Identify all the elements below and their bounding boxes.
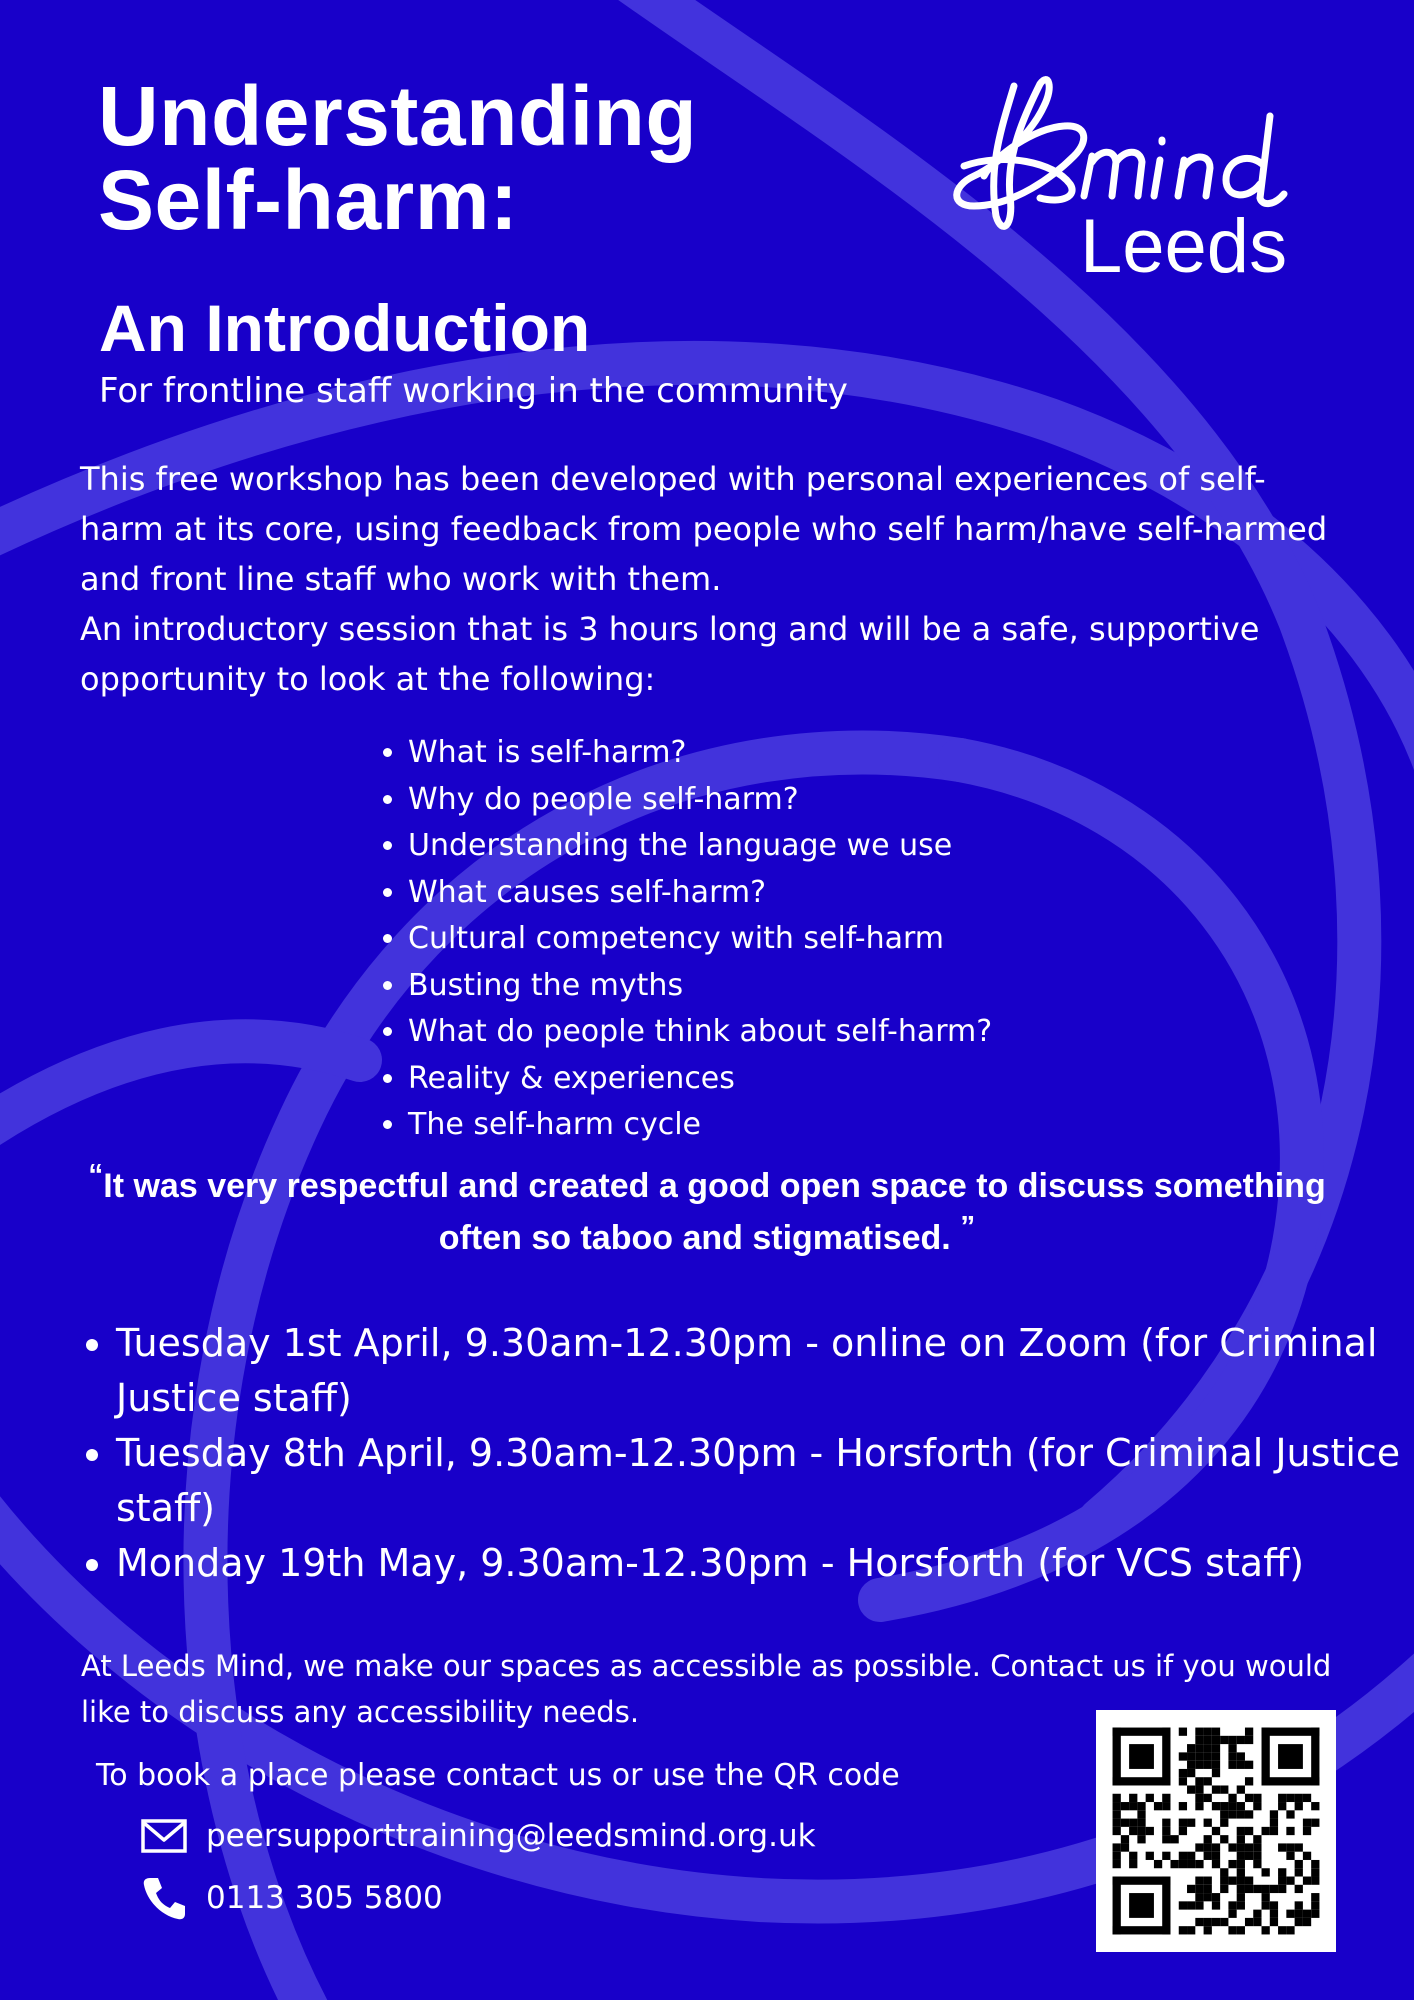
session-item: • Tuesday 8th April, 9.30am-12.30pm - Horsforth (for Criminal Justice staff) <box>116 1426 1406 1536</box>
topic-item: • What causes self-harm? <box>408 870 992 917</box>
page-subtitle: An Introduction <box>99 291 591 365</box>
topic-item: • Cultural competency with self-harm <box>408 916 992 963</box>
audience-tagline: For frontline staff working in the community <box>99 371 848 411</box>
qr-code[interactable] <box>1096 1710 1336 1952</box>
topics-list <box>368 730 992 1149</box>
email-link[interactable]: peersupporttraining@leedsmind.org.uk <box>206 1818 816 1854</box>
page-title <box>98 69 698 247</box>
topic-item: • Busting the myths <box>408 963 992 1010</box>
session-item: • Monday 19th May, 9.30am-12.30pm - Horsforth (for VCS staff) <box>116 1536 1406 1591</box>
topic-item: • Reality & experiences <box>408 1056 992 1103</box>
phone-icon <box>140 1874 188 1922</box>
session-item: • Tuesday 1st April, 9.30am-12.30pm - online on Zoom (for Criminal Justice staff) <box>116 1316 1406 1426</box>
topic-item: • The self-harm cycle <box>408 1102 992 1149</box>
qr-code-image <box>1096 1710 1336 1952</box>
envelope-icon <box>140 1812 188 1860</box>
accessibility-note: At Leeds Mind, we make our spaces as accessible as possible. Contact us if you would like to discuss any accessibility needs. <box>81 1649 1332 1729</box>
logo-place-text: Leeds <box>1080 204 1288 286</box>
phone-contact[interactable] <box>140 1874 443 1922</box>
intro-paragraph-2: An introductory session that is 3 hours long and will be a safe, supportive opportunity to look at the following: <box>80 610 1260 698</box>
quote-close-mark: ” <box>960 1210 976 1244</box>
intro-text <box>80 454 1340 704</box>
session-dates-list <box>78 1316 1406 1591</box>
topic-item: • What do people think about self-harm? <box>408 1009 992 1056</box>
testimonial-quote <box>60 1160 1354 1264</box>
title-line-2: Self-harm: <box>98 153 519 247</box>
phone-number[interactable]: 0113 305 5800 <box>206 1880 443 1916</box>
mind-leeds-logo <box>944 66 1324 286</box>
topic-item: • What is self-harm? <box>408 730 992 777</box>
quote-open-mark: “ <box>88 1158 104 1192</box>
topic-item: • Why do people self-harm? <box>408 777 992 824</box>
intro-paragraph-1: This free workshop has been developed with personal experiences of self-harm at its core, using feedback from people who self harm/have self-harmed and front line staff who work with them. <box>80 460 1328 598</box>
email-contact[interactable] <box>140 1812 816 1860</box>
quote-text: It was very respectful and created a good open space to discuss something often so taboo and stigmatised. <box>103 1167 1326 1257</box>
title-line-1: Understanding <box>98 69 698 163</box>
booking-instructions: To book a place please contact us or use the QR code <box>96 1758 900 1793</box>
topic-item: • Understanding the language we use <box>408 823 992 870</box>
